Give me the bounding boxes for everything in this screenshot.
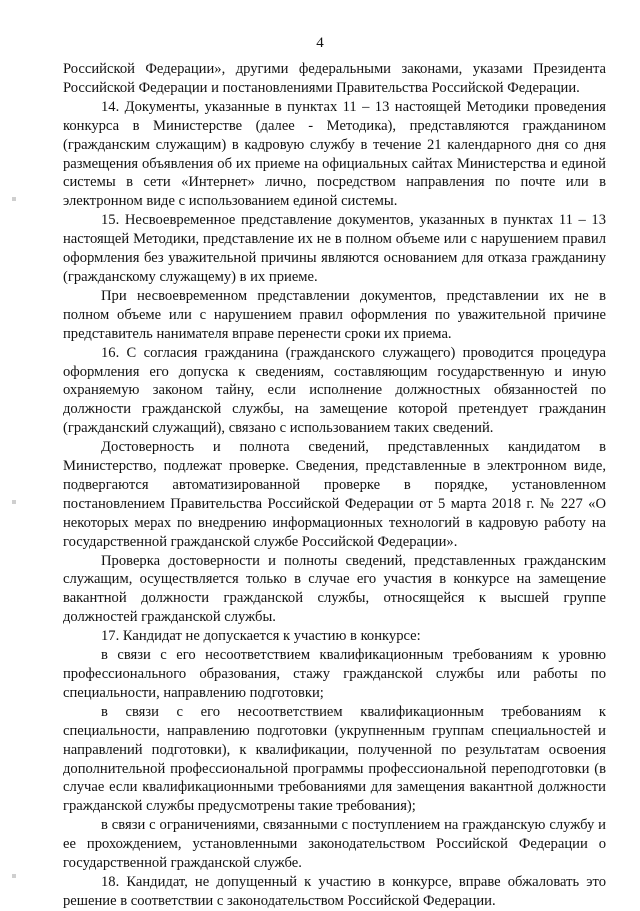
paragraph-16-civil-servant-check: Проверка достоверности и полноты сведений, представленных гражданским служащим, осуществляется только в случае его участия в конкурсе на замещение вакантной должности гражданской службы, относящейся к высшей группе должностей гражданской службы. bbox=[63, 552, 606, 626]
paragraph-17-item-education: в связи с его несоответствием квалификационным требованиям к уровню профессионального образования, стажу гражданской службы или работы по специальности, направлению подготовки; bbox=[63, 647, 606, 701]
paragraph-18: 18. Кандидат, не допущенный к участию в конкурсе, вправе обжаловать это решение в соответствии с законодательством Российской Федерации. bbox=[63, 873, 606, 909]
paragraph-17-item-specialty: в связи с его несоответствием квалификационным требованиям к специальности, направлению подготовки (укрупненным группам специальностей и направлений подготовки), к квалификации, полученной по результатам освоения дополнительной профессиональной программы профессиональной переподготовки (в случае если квалификационными требованиями для замещения вакантной должности гражданской службы предусмотрены такие требования); bbox=[63, 703, 606, 815]
paragraph-15: 15. Несвоевременное представление документов, указанных в пунктах 11 – 13 настоящей Методики, представление их не в полном объеме или с нарушением правил оформления без уважительной причины являются основанием для отказа гражданину (гражданскому служащему) в их приеме. bbox=[63, 212, 606, 285]
paragraph-16-verification: Достоверность и полнота сведений, представленных кандидатом в Министерство, подлежат проверке. Сведения, представленные в электронном виде, подвергаются автоматизированной проверке в порядке, установленном постановлением Правительства Российской Федерации от 5 марта 2018 г. № 227 «О некоторых мерах по внедрению информационных технологий в кадровую работу на государственной гражданской службе Российской Федерации». bbox=[63, 439, 606, 550]
paragraph-17-item-restrictions: в связи с ограничениями, связанными с поступлением на гражданскую службу и ее прохождением, установленными законодательством Российской Федерации о государственной гражданской службе. bbox=[63, 817, 606, 872]
paragraph-continuation: Российской Федерации», другими федеральными законами, указами Президента Российской Федерации и постановлениями Правительства Российской Федерации. bbox=[63, 61, 606, 96]
paragraph-15-continued: При несвоевременном представлении документов, представлении их не в полном объеме или с нарушением правил оформления по уважительной причине представитель нанимателя вправе перенести сроки их приема. bbox=[63, 287, 606, 342]
document-body bbox=[63, 60, 606, 911]
margin-mark bbox=[12, 874, 16, 878]
page-number: 4 bbox=[316, 35, 324, 51]
paragraph-16: 16. С согласия гражданина (гражданского служащего) проводится процедура оформления его допуска к сведениям, составляющим государственную и иную охраняемую законом тайну, если исполнение должностных обязанностей по должности гражданской службы, на замещение которой претендует гражданин (гражданский служащий), связано с использованием таких сведений. bbox=[63, 344, 606, 437]
margin-mark bbox=[12, 500, 16, 504]
paragraph-14: 14. Документы, указанные в пунктах 11 – 13 настоящей Методики проведения конкурса в Министерстве (далее - Методика), представляются гражданином (гражданским служащим) в кадровую службу в течение 21 календарного дня со дня размещения объявления об их приеме на официальных сайтах Министерства и единой системы в сети «Интернет» лично, посредством направления по почте или в электронном виде с использованием единой системы. bbox=[63, 98, 606, 210]
paragraph-17: 17. Кандидат не допускается к участию в конкурсе: bbox=[101, 628, 421, 645]
margin-mark bbox=[12, 197, 16, 201]
